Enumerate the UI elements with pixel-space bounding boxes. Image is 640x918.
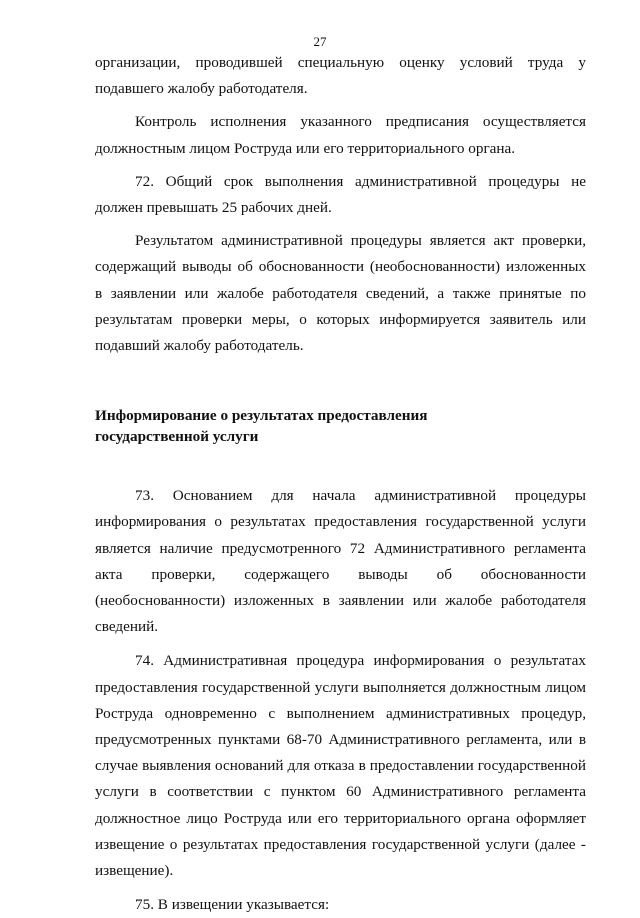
paragraph-74: 74. Административная процедура информирования о результатах предоставления государственной услуги выполняется должностным лицом Роструда одновременно с выполнением административных процедур, предусмотренных пунктами 68-70 Административного регламента, или в случае выявления оснований для отказа в предоставлении государственной услуги в соответствии с пунктом 60 Административного регламента должностное лицо Роструда или его территориального органа оформляет извещение о результатах предоставления государственной услуги (далее - извещение). xyxy=(95,652,586,880)
paragraph-continuation: организации, проводившей специальную оценку условий труда у подавшего жалобу работодателя. xyxy=(95,54,586,98)
document-body xyxy=(95,50,586,918)
section-heading-line-1: Информирование о результатах предоставления xyxy=(95,407,428,425)
page-number: 27 xyxy=(313,34,327,49)
paragraph-control: Контроль исполнения указанного предписания осуществляется должностным лицом Роструда или его территориального органа. xyxy=(95,113,586,157)
paragraph-result: Результатом административной процедуры является акт проверки, содержащий выводы об обоснованности (необоснованности) изложенных в заявлении или жалобе работодателя сведений, а также принятые по результатам проверки меры, о которых информируется заявитель или подавший жалобу работодатель. xyxy=(95,232,586,355)
section-heading-line-2: государственной услуги xyxy=(95,428,259,446)
paragraph-75: 75. В извещении указывается: xyxy=(135,896,330,914)
paragraph-72: 72. Общий срок выполнения административной процедуры не должен превышать 25 рабочих дней. xyxy=(95,172,586,217)
paragraph-73: 73. Основанием для начала административной процедуры информирования о результатах предоставления государственной услуги является наличие предусмотренного 72 Административного регламента акта проверки, содержащего выводы об обоснованности (необоснованности) изложенных в заявлении или жалобе работодателя сведений. xyxy=(95,487,586,636)
